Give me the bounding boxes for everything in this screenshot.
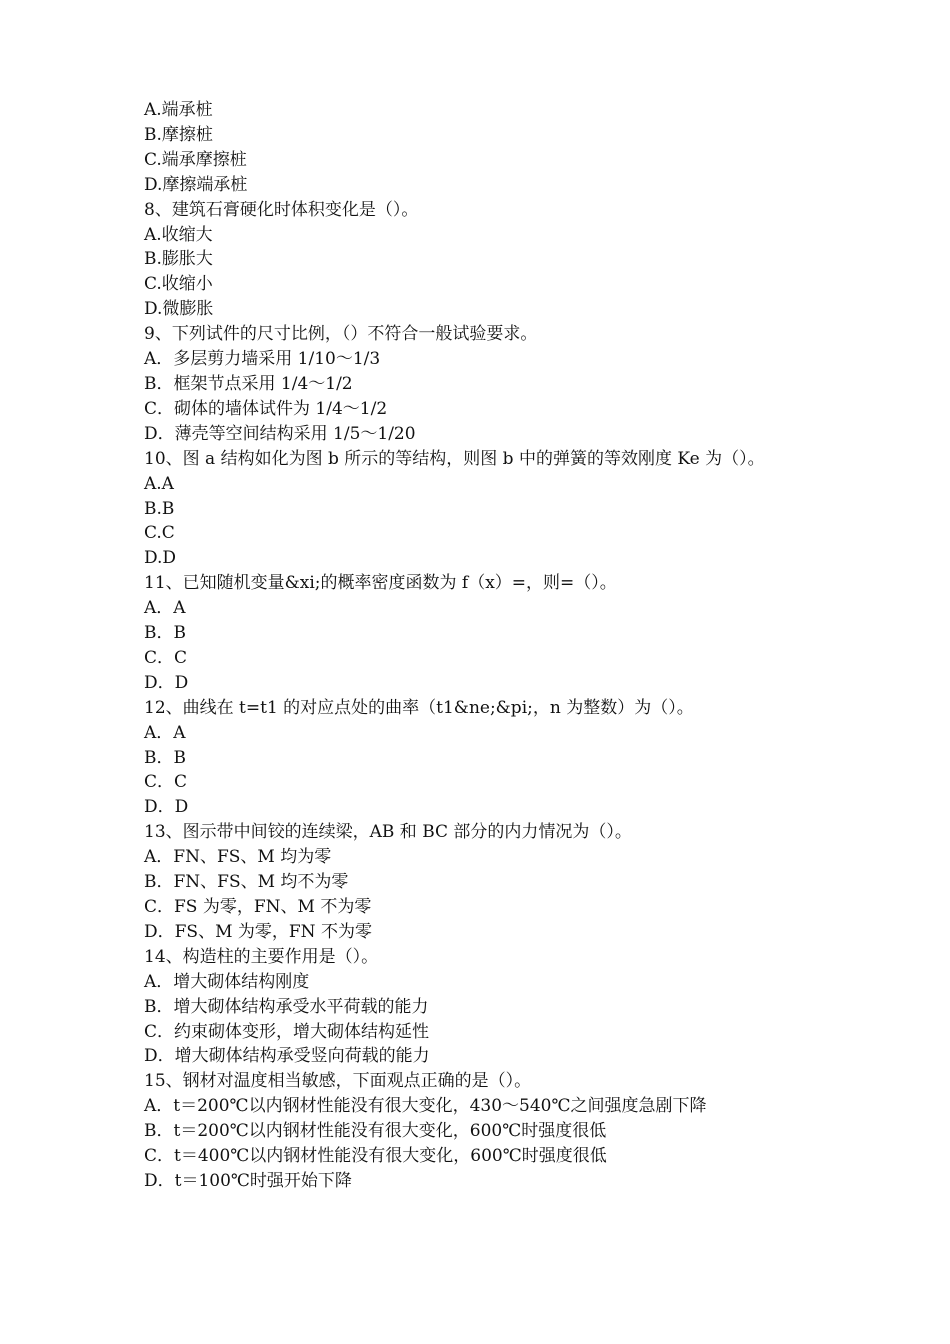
- question-15-option-d: D．t＝100℃时强开始下降: [144, 1170, 352, 1191]
- question-15-option-b: B．t＝200℃以内钢材性能没有很大变化，600℃时强度很低: [144, 1121, 607, 1142]
- question-14: 14、构造柱的主要作用是（）。: [144, 946, 379, 967]
- question-8-option-c: C.收缩小: [144, 274, 213, 295]
- question-12-option-d: D．D: [144, 797, 189, 818]
- question-9-option-c: C．砌体的墙体试件为 1/4～1/2: [144, 398, 388, 419]
- question-11-option-c: C．C: [144, 647, 188, 668]
- question-9-option-b: B．框架节点采用 1/4～1/2: [144, 373, 353, 394]
- question-13-option-a: A．FN、FS、M 均为零: [144, 847, 332, 868]
- question-13-option-b: B．FN、FS、M 均不为零: [144, 872, 349, 893]
- question-8-option-d: D.微膨胀: [144, 299, 214, 320]
- document-body: [144, 98, 844, 1194]
- question-12-option-b: B．B: [144, 747, 186, 768]
- question-11-option-b: B．B: [144, 623, 186, 644]
- question-12: 12、曲线在 t=t1 的对应点处的曲率（t1&ne;&pi;，n 为整数）为（）。: [144, 697, 694, 718]
- question-8-option-b: B.膨胀大: [144, 249, 213, 270]
- question-11-option-a: A．A: [144, 598, 186, 619]
- question-15-option-c: C．t＝400℃以内钢材性能没有很大变化，600℃时强度很低: [144, 1146, 607, 1167]
- option-b-pile: B.摩擦桩: [144, 124, 213, 145]
- question-15-option-a: A．t＝200℃以内钢材性能没有很大变化，430～540℃之间强度急剧下降: [144, 1096, 707, 1117]
- question-10-option-a: A.A: [144, 473, 174, 494]
- option-d-pile: D.摩擦端承桩: [144, 174, 248, 195]
- question-12-option-a: A．A: [144, 722, 186, 743]
- question-9-option-d: D．薄壳等空间结构采用 1/5～1/20: [144, 423, 416, 444]
- option-a-pile: A.端承桩: [144, 100, 213, 120]
- question-10-option-b: B.B: [144, 498, 175, 519]
- question-14-option-d: D．增大砌体结构承受竖向荷载的能力: [144, 1046, 430, 1067]
- question-14-option-c: C．约束砌体变形，增大砌体结构延性: [144, 1021, 430, 1042]
- question-12-option-c: C．C: [144, 772, 188, 793]
- question-14-option-a: A．增大砌体结构刚度: [144, 971, 310, 992]
- question-10-option-d: D.D: [144, 548, 177, 569]
- question-9-option-a: A．多层剪力墙采用 1/10～1/3: [144, 349, 381, 370]
- option-c-pile: C.端承摩擦桩: [144, 149, 247, 170]
- question-14-option-b: B．增大砌体结构承受水平荷载的能力: [144, 996, 429, 1017]
- question-8: 8、建筑石膏硬化时体积变化是（）。: [144, 199, 419, 220]
- question-11: 11、已知随机变量&xi;的概率密度函数为 f（x）=，则=（）。: [144, 573, 617, 594]
- question-8-option-a: A.收缩大: [144, 224, 213, 245]
- question-10-option-c: C.C: [144, 523, 175, 544]
- question-10: 10、图 a 结构如化为图 b 所示的等结构，则图 b 中的弹簧的等效刚度 Ke 为（）。: [144, 448, 765, 469]
- question-9: 9、下列试件的尺寸比例，（）不符合一般试验要求。: [144, 324, 538, 345]
- question-13-option-c: C．FS 为零，FN、M 不为零: [144, 897, 372, 917]
- question-13-option-d: D．FS、M 为零，FN 不为零: [144, 921, 372, 942]
- question-13: 13、图示带中间铰的连续梁，AB 和 BC 部分的内力情况为（）。: [144, 822, 632, 843]
- question-15: 15、钢材对温度相当敏感，下面观点正确的是（）。: [144, 1071, 532, 1092]
- question-11-option-d: D．D: [144, 672, 189, 693]
